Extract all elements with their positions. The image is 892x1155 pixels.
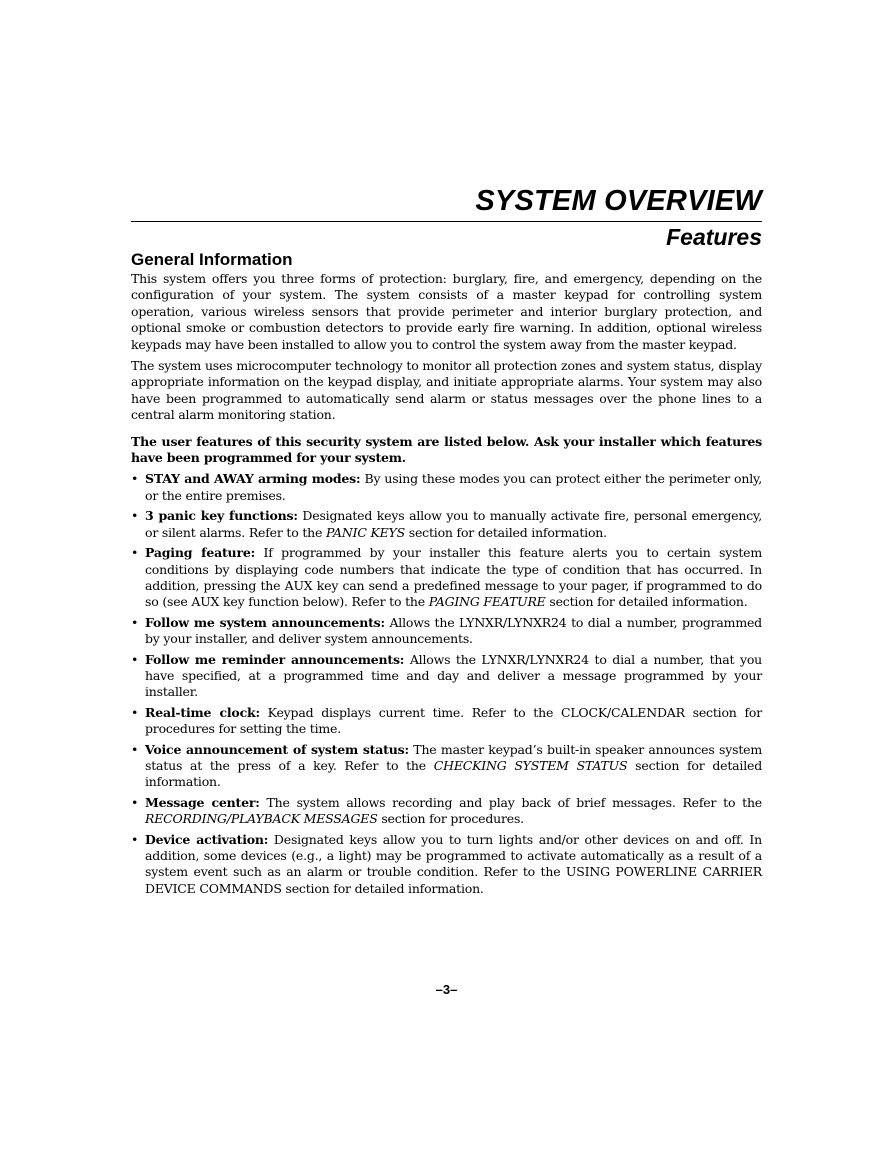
- feature-label: Follow me system announcements:: [145, 614, 385, 630]
- feature-item-panic-keys: [131, 508, 762, 541]
- feature-text: The master keypad’s built-in speaker announces system status at the press of a key. Refer to the: [145, 741, 762, 773]
- page-number: –3–: [435, 982, 458, 997]
- paragraph-microcomputer: The system uses microcomputer technology to monitor all protection zones and system status, display appropriate information on the keypad display, and initiate appropriate alarms. Your system may also have been programmed to automatically send alarm or status messages over the phone lines to a central alarm monitoring station.: [131, 358, 762, 423]
- feature-label: Real-time clock:: [145, 704, 260, 720]
- feature-text-tail: section for detailed information.: [545, 594, 748, 610]
- feature-item-message-center: [131, 795, 762, 828]
- general-information-heading: General Information: [131, 250, 293, 269]
- bullet: •: [131, 831, 139, 847]
- feature-text: If programmed by your installer this feature alerts you to certain system conditions by displaying code numbers that indicate the type of condition that has occurred. In addition, pressing the AUX key can send a predefined message to your pager, if programmed to do so (see AUX key function below). Refer to the: [145, 545, 762, 610]
- bullet: •: [131, 614, 139, 630]
- bullet: •: [131, 545, 139, 561]
- feature-text-tail: section for detailed information.: [145, 757, 762, 790]
- feature-text: By using these modes you can protect either the perimeter only, or the entire premises.: [145, 471, 762, 503]
- section-reference: PAGING FEATURE: [428, 594, 546, 610]
- bullet: •: [131, 471, 139, 487]
- chapter-title: SYSTEM OVERVIEW: [475, 185, 762, 217]
- section-reference: PANIC KEYS: [325, 524, 405, 540]
- section-reference: CHECKING SYSTEM STATUS: [433, 757, 628, 773]
- section-reference: RECORDING/PLAYBACK MESSAGES: [145, 811, 378, 827]
- feature-label: Message center:: [145, 794, 260, 810]
- feature-item-real-time-clock: [131, 705, 762, 738]
- bullet: •: [131, 794, 139, 810]
- feature-text: Allows the LYNXR/LYNXR24 to dial a number, programmed by your installer, and deliver system announcements.: [145, 614, 762, 647]
- features-list: [131, 471, 762, 897]
- feature-text-tail: section for detailed information.: [404, 524, 607, 540]
- feature-item-voice-announcement: [131, 742, 762, 791]
- feature-text: Designated keys allow you to manually activate fire, personal emergency, or silent alarms. Refer to the: [145, 508, 762, 540]
- paragraph-intro-protection: This system offers you three forms of protection: burglary, fire, and emergency, depending on the configuration of your system. The system consists of a master keypad for controlling system operation, various wireless sensors that provide perimeter and interior burglary protection, and optional smoke or combustion detectors to provide early fire warning. In addition, optional wireless keypads may have been installed to allow you to control the system away from the master keypad.: [131, 271, 762, 352]
- feature-label: Voice announcement of system status:: [145, 741, 409, 757]
- feature-item-device-activation: [131, 832, 762, 898]
- feature-text: Keypad displays current time. Refer to the CLOCK/CALENDAR section for procedures for setting the time.: [145, 704, 762, 737]
- feature-text-tail: section for procedures.: [377, 811, 524, 827]
- feature-text: The system allows recording and play back of brief messages. Refer to the: [259, 794, 762, 810]
- body-text: [131, 271, 762, 901]
- feature-item-paging: [131, 545, 762, 611]
- feature-label: STAY and AWAY arming modes:: [145, 471, 361, 487]
- feature-label: Device activation:: [145, 831, 269, 847]
- features-intro: The user features of this security system are listed below. Ask your installer which features have been programmed for your system.: [131, 433, 762, 466]
- bullet: •: [131, 741, 139, 757]
- feature-text: Allows the LYNXR/LYNXR24 to dial a number, that you have specified, at a programmed time and day and deliver a message programmed by your installer.: [145, 651, 762, 700]
- feature-item-follow-me-reminder: [131, 652, 762, 701]
- bullet: •: [131, 704, 139, 720]
- section-title: Features: [666, 224, 762, 250]
- feature-label: Follow me reminder announcements:: [145, 651, 405, 667]
- feature-item-arming-modes: [131, 471, 762, 504]
- feature-text: Designated keys allow you to turn lights and/or other devices on and off. In addition, some devices (e.g., a light) may be programmed to activate automatically as a result of a system event such as an alarm or trouble condition. Refer to the USING POWERLINE CARRIER DEVICE COMMANDS section for detailed information.: [145, 831, 763, 896]
- feature-label: Paging feature:: [145, 545, 255, 561]
- bullet: •: [131, 508, 139, 524]
- bullet: •: [131, 651, 139, 667]
- feature-item-follow-me-system: [131, 615, 762, 648]
- feature-label: 3 panic key functions:: [145, 508, 298, 524]
